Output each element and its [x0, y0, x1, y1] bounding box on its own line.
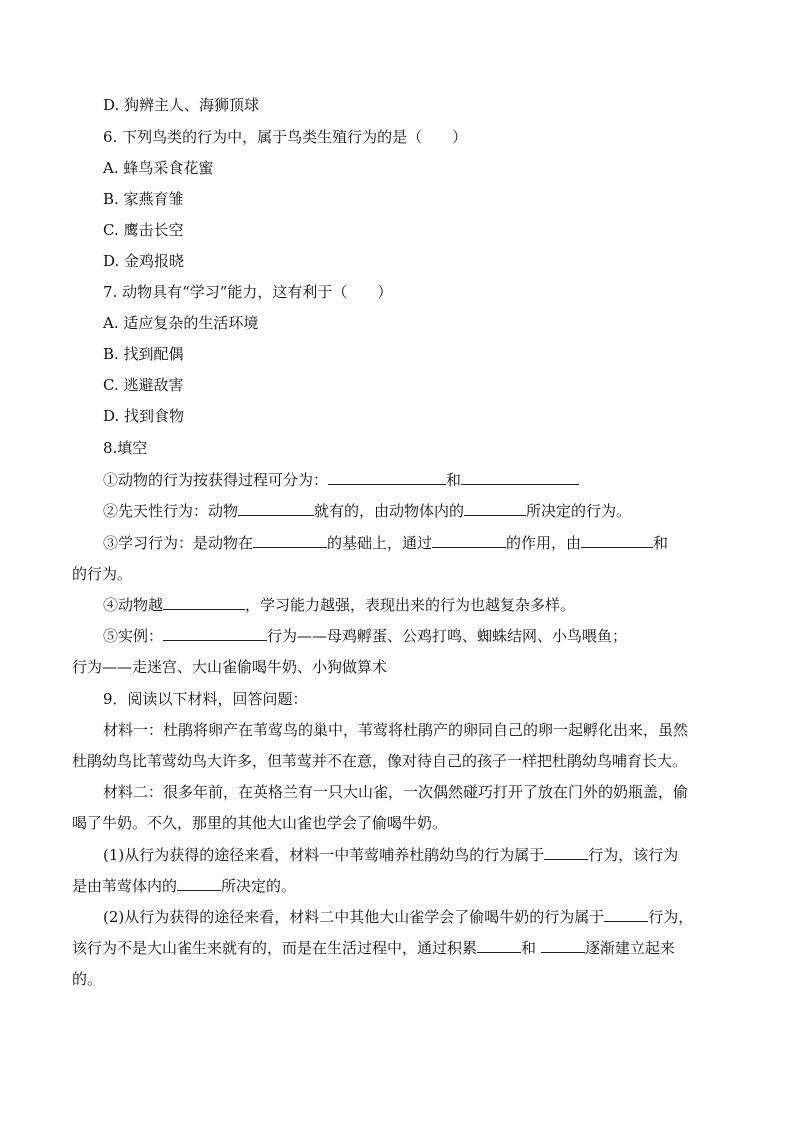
q9-sub-2-text-a: (2)从行为获得的途径来看，材料二中其他大山雀学会了偷喝牛奶的行为属于: [103, 908, 605, 926]
q9-sub-2-line-1: [103, 906, 693, 928]
q9-sub-2-line-2: [72, 937, 675, 959]
q9-sub-1-text-c: 是由苇莺体内的: [72, 877, 178, 895]
q9-sub-1-text-d: 所决定的。: [221, 877, 297, 895]
q9-sub-1-line-1: [103, 844, 678, 866]
q7-option-b: B. 找到配偶: [103, 345, 184, 363]
q8-line-4-text-a: ④动物越: [103, 596, 164, 614]
q9-sub-2-text-b: 行为，: [648, 908, 694, 926]
q8-line-2-text-c: 所决定的行为。: [526, 502, 632, 520]
answer-blank[interactable]: [238, 500, 314, 516]
q6-option-c: C. 鹰击长空: [103, 221, 184, 239]
q7-option-c: C. 逃避敌害: [103, 376, 184, 394]
q8-line-1-text-b: 和: [446, 471, 462, 489]
q9-material-1-line-1: 材料一：杜鹃将卵产在苇莺鸟的巢中，苇莺将杜鹃产的卵同自己的卵一起孵化出来，虽然: [103, 721, 689, 739]
q8-line-4: [103, 594, 575, 616]
q8-line-2-text-b: 就有的，由动物体内的: [314, 502, 465, 520]
q6-option-d: D. 金鸡报晓: [103, 252, 185, 270]
q8-line-4-text-b: ，学习能力越强，表现出来的行为也越复杂多样。: [245, 596, 576, 614]
q9-sub-2-text-e: 逐渐建立起来: [584, 939, 675, 957]
q8-line-5-text-b: 行为——母鸡孵蛋、公鸡打鸣、蜘蛛结网、小鸟喂鱼；: [267, 627, 628, 645]
q8-line-1: [103, 469, 579, 491]
q9-title: 9．阅读以下材料，回答问题：: [103, 690, 308, 708]
q9-sub-1-line-2: [72, 875, 296, 897]
q8-line-5-continuation: 行为——走迷宫、大山雀偷喝牛奶、小狗做算术: [72, 658, 388, 676]
q9-sub-2-text-d: 和: [521, 939, 537, 957]
answer-blank[interactable]: [163, 625, 267, 641]
q7-stem: 7. 动物具有“学习”能力，这有利于（ ）: [103, 283, 393, 301]
q9-material-2-line-2: 喝了牛奶。不久，那里的其他大山雀也学会了偷喝牛奶。: [72, 814, 448, 832]
q7-option-d: D. 找到食物: [103, 407, 185, 425]
q8-line-5-text-a: ⑤实例：: [103, 627, 164, 645]
q9-material-1-line-2: 杜鹃幼鸟比苇莺幼鸟大许多，但苇莺并不在意，像对待自己的孩子一样把杜鹃幼鸟哺育长大。: [72, 752, 688, 770]
q5-option-d: D. 狗辨主人、海狮顶球: [103, 96, 260, 114]
answer-blank[interactable]: [432, 532, 506, 548]
answer-blank[interactable]: [477, 937, 521, 953]
answer-blank[interactable]: [253, 532, 327, 548]
answer-blank[interactable]: [544, 844, 588, 860]
answer-blank[interactable]: [328, 469, 446, 485]
q8-title: 8.填空: [103, 439, 148, 457]
q8-line-3-text-d: 和: [653, 534, 669, 552]
q9-sub-2-text-c: 该行为不是大山雀生来就有的，而是在生活过程中，通过积累: [72, 939, 478, 957]
q7-option-a: A. 适应复杂的生活环境: [103, 314, 259, 332]
q8-line-3: [103, 532, 668, 554]
q8-line-3-text-a: ③学习行为：是动物在: [103, 534, 254, 552]
q6-option-b: B. 家燕育雏: [103, 190, 184, 208]
q8-line-3-text-b: 的基础上，通过: [327, 534, 433, 552]
q9-material-2-line-1: 材料二：很多年前，在英格兰有一只大山雀，一次偶然碰巧打开了放在门外的奶瓶盖，偷: [103, 783, 689, 801]
answer-blank[interactable]: [163, 594, 245, 610]
q9-sub-1-text-b: 行为，该行为: [588, 846, 679, 864]
q8-line-3-continuation: 的行为。: [72, 565, 133, 583]
q8-line-1-text-a: ①动物的行为按获得过程可分为：: [103, 471, 329, 489]
q8-line-3-text-c: 的作用，由: [506, 534, 582, 552]
answer-blank[interactable]: [177, 875, 221, 891]
answer-blank[interactable]: [604, 906, 648, 922]
q9-sub-2-line-3: 的。: [72, 970, 103, 988]
q8-line-5: [103, 625, 627, 647]
q8-line-2-text-a: ②先天性行为：动物: [103, 502, 239, 520]
answer-blank[interactable]: [464, 500, 526, 516]
answer-blank[interactable]: [461, 469, 579, 485]
q6-option-a: A. 蜂鸟采食花蜜: [103, 159, 214, 177]
q8-line-2: [103, 500, 631, 522]
q9-sub-1-text-a: (1)从行为获得的途径来看，材料一中苇莺哺养杜鹃幼鸟的行为属于: [103, 846, 545, 864]
answer-blank[interactable]: [541, 937, 585, 953]
q6-stem: 6. 下列鸟类的行为中，属于鸟类生殖行为的是（ ）: [103, 128, 468, 146]
answer-blank[interactable]: [581, 532, 653, 548]
